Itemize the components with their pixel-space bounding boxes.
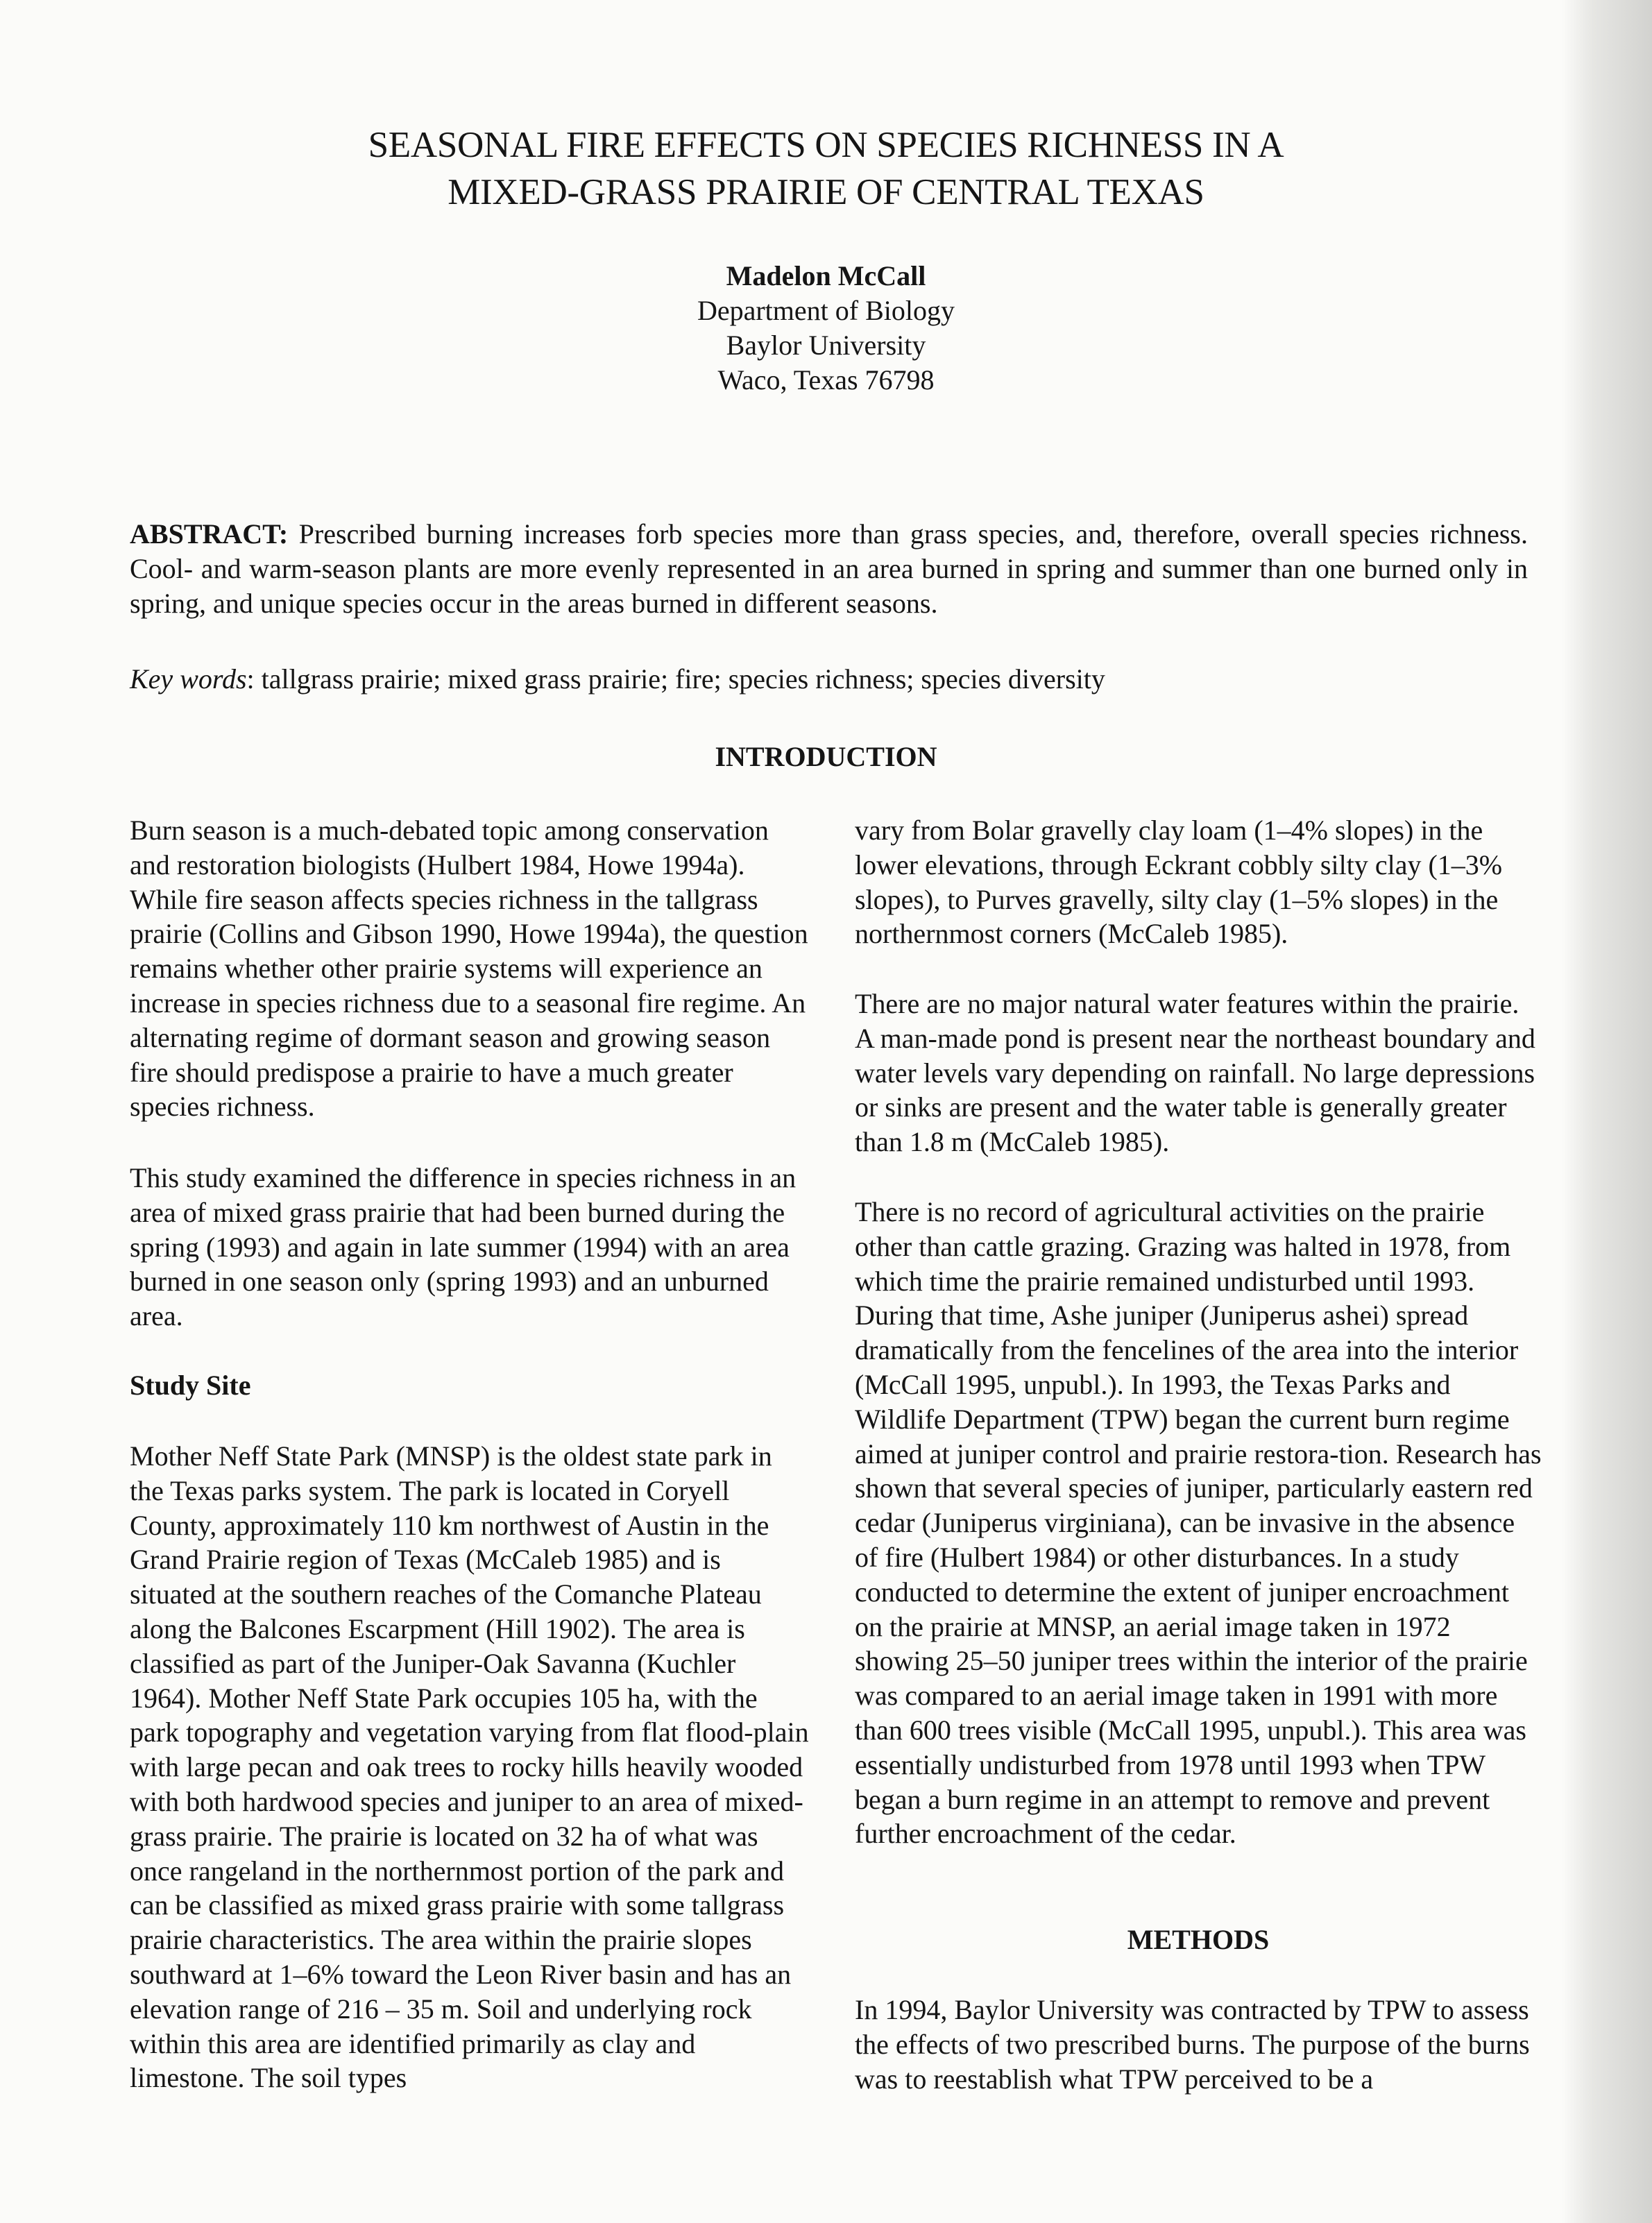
abstract-label: ABSTRACT: [130, 518, 289, 550]
study-site-paragraph: Mother Neff State Park (MNSP) is the oldest state park in the Texas parks system. The park is located in Coryell County, approximately 110 km northwest of Austin in the Grand Prairie region of Texas (McCaleb 1985) and is situated at the southern reaches of the Comanche Plateau along the Balcones Escarpment (Hill 1902). The area is classified as part of the Juniper-Oak Savanna (Kuchler 1964). Mother Neff State Park occupies 105 ha, with the park topography and vegetation varying from flat flood-plain with large pecan and oak trees to rocky hills heavily wooded with both hardwood species and juniper to an area of mixed-grass prairie. The prairie is located on 32 ha of what was once rangeland in the northernmost portion of the park and can be classified as mixed grass prairie with some tallgrass prairie characteristics. The area within the prairie slopes southward at 1–6% toward the Leon River basin and has an elevation range of 216 – 35 m. Soil and underlying rock within this area are identified primarily as clay and limestone. The soil types [130, 1440, 809, 2094]
abstract [130, 517, 1528, 621]
right-column-paragraph-2 [855, 987, 1542, 1159]
keywords-label: Key words [130, 663, 247, 695]
right-column-paragraph-1 [855, 813, 1542, 951]
left-column-paragraph-1 [130, 813, 810, 1124]
keywords [130, 662, 1528, 697]
author-university: Baylor University [726, 330, 926, 361]
soil-paragraph: vary from Bolar gravelly clay loam (1–4% slopes) in the lower elevations, through Eckrant cobbly silty clay (1–3% slopes), to Purves gravelly, silty clay (1–5% slopes) in the northernmost corners (McCaleb 1985). [855, 815, 1503, 950]
study-site-heading: Study Site [130, 1370, 251, 1401]
author-department: Department of Biology [697, 295, 955, 326]
keywords-text: : tallgrass prairie; mixed grass prairie; fire; species richness; species diversity [246, 663, 1105, 695]
left-column-paragraph-2 [130, 1161, 810, 1334]
left-column-paragraph-3 [130, 1439, 810, 2095]
author-name: Madelon McCall [726, 260, 926, 291]
paper-title-line-2: MIXED-GRASS PRAIRIE OF CENTRAL TEXAS [448, 172, 1204, 212]
right-column-paragraph-4 [855, 1993, 1542, 2096]
introduction-heading: INTRODUCTION [715, 741, 937, 772]
abstract-text: Prescribed burning increases forb species more than grass species, and, therefore, overall species richness. Cool- and warm-season plants are more evenly represented in an area burned in spring and summer than one burned only in spring, and unique species occur in the areas burned in different seasons. [130, 518, 1528, 619]
water-paragraph: There are no major natural water features within the prairie. A man-made pond is present near the northeast boundary and water levels vary depending on rainfall. No large depressions or sinks are present and the water table is generally greater than 1.8 m (McCaleb 1985). [855, 988, 1535, 1158]
methods-heading: METHODS [1127, 1924, 1270, 1955]
methods-paragraph: In 1994, Baylor University was contracted by TPW to assess the effects of two prescribed burns. The purpose of the burns was to reestablish what TPW perceived to be a [855, 1994, 1530, 2095]
paper-title-line-1: SEASONAL FIRE EFFECTS ON SPECIES RICHNESS IN A [368, 125, 1284, 165]
history-paragraph: There is no record of agricultural activities on the prairie other than cattle grazing. Grazing was halted in 1978, from which time the prairie remained undisturbed until 1993. During that time, Ashe juniper (Juniperus ashei) spread dramatically from the fencelines of the area into the interior (McCall 1995, unpubl.). In 1993, the Texas Parks and Wildlife Department (TPW) began the current burn regime aimed at juniper control and prairie restora-tion. Research has shown that several species of juniper, particularly eastern red cedar (Juniperus virginiana), can be invasive in the absence of fire (Hulbert 1984) or other disturbances. In a study conducted to determine the extent of juniper encroachment on the prairie at MNSP, an aerial image taken in 1972 showing 25–50 juniper trees within the interior of the prairie was compared to an aerial image taken in 1991 with more than 600 trees visible (McCall 1995, unpubl.). This area was essentially undisturbed from 1978 until 1993 when TPW began a burn regime in an attempt to remove and prevent further encroachment of the cedar. [855, 1196, 1542, 1850]
author-address: Waco, Texas 76798 [717, 364, 935, 395]
right-column-paragraph-3 [855, 1195, 1542, 1851]
intro-paragraph-2: This study examined the difference in species richness in an area of mixed grass prairie that had been burned during the spring (1993) and again in late summer (1994) with an area burned in one season only (spring 1993) and an unburned area. [130, 1162, 797, 1332]
intro-paragraph-1: Burn season is a much-debated topic among conservation and restoration biologists (Hulbert 1984, Howe 1994a). While fire season affects species richness in the tallgrass prairie (Collins and Gibson 1990, Howe 1994a), the question remains whether other prairie systems will experience an increase in species richness due to a seasonal fire regime. An alternating regime of dormant season and growing season fire should predispose a prairie to have a much greater species richness. [130, 815, 808, 1123]
